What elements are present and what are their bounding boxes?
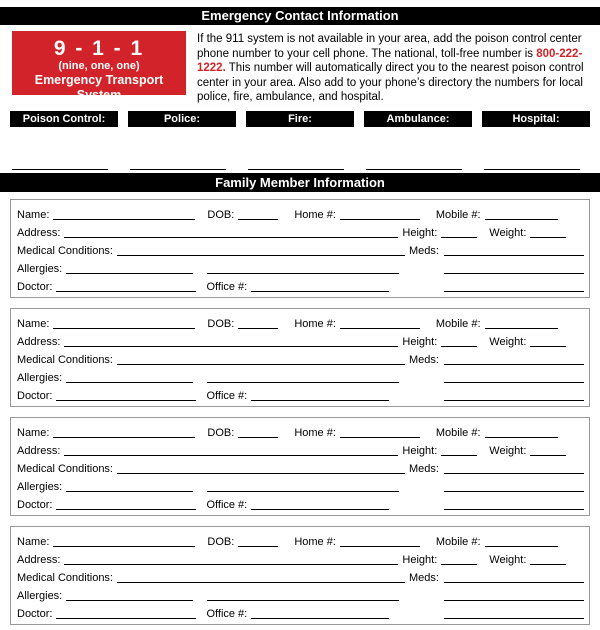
instructions-text-before: If the 911 system is not available in your area, add the poison control center phone number to your cell phone. The national, toll-free number is — [197, 33, 582, 60]
home-phone-label: Home #: — [294, 317, 336, 330]
meds-label: Meds: — [409, 353, 439, 366]
medical-conditions-fill-line[interactable] — [117, 473, 405, 474]
family-member-card — [10, 199, 590, 298]
dob-label: DOB: — [207, 426, 235, 439]
home-phone-label: Home #: — [294, 535, 336, 548]
doctor-fill-line[interactable] — [56, 400, 196, 401]
ambulance-fill-line[interactable] — [366, 169, 462, 170]
contact-label-poison-control: Poison Control: — [10, 111, 118, 127]
height-label: Height: — [402, 226, 438, 239]
contact-label-police: Police: — [128, 111, 236, 127]
weight-label: Weight: — [489, 335, 527, 348]
fire-fill-line[interactable] — [248, 169, 344, 170]
member-row-address — [17, 549, 584, 567]
address-label: Address: — [17, 553, 61, 566]
member-row-address — [17, 440, 584, 458]
member-row-address — [17, 222, 584, 240]
allergies-fill-line[interactable] — [66, 600, 193, 601]
poison-control-instructions — [197, 31, 590, 105]
address-fill-line[interactable] — [64, 455, 398, 456]
allergies-extra-fill-line[interactable] — [207, 382, 399, 383]
name-label: Name: — [17, 535, 50, 548]
medical-conditions-fill-line[interactable] — [117, 255, 405, 256]
meds-fill-line[interactable] — [444, 582, 584, 583]
meds-fill-line[interactable] — [444, 255, 584, 256]
meds-extra-fill-line-1[interactable] — [444, 273, 584, 274]
member-row-allergies — [17, 585, 584, 603]
member-row-medical — [17, 458, 584, 476]
mobile-phone-label: Mobile #: — [435, 317, 481, 330]
hospital-fill-line[interactable] — [484, 169, 580, 170]
height-label: Height: — [402, 335, 438, 348]
member-row-doctor — [17, 603, 584, 621]
doctor-label: Doctor: — [17, 498, 53, 511]
meds-extra-fill-line-2[interactable] — [444, 400, 584, 401]
office-phone-fill-line[interactable] — [251, 291, 389, 292]
meds-fill-line[interactable] — [444, 473, 584, 474]
member-row-doctor — [17, 385, 584, 403]
poison-control-phone-number: 800-222-1222. — [197, 47, 583, 75]
member-row-medical — [17, 567, 584, 585]
medical-conditions-label: Medical Conditions: — [17, 353, 113, 366]
weight-fill-line[interactable] — [530, 455, 566, 456]
address-label: Address: — [17, 335, 61, 348]
member-row-doctor — [17, 276, 584, 294]
contact-label-fire: Fire: — [246, 111, 354, 127]
office-phone-label: Office #: — [206, 389, 248, 402]
member-row-address — [17, 331, 584, 349]
office-phone-label: Office #: — [206, 280, 248, 293]
mobile-phone-fill-line[interactable] — [485, 328, 558, 329]
height-fill-line[interactable] — [441, 455, 477, 456]
member-row-medical — [17, 240, 584, 258]
doctor-fill-line[interactable] — [56, 291, 196, 292]
height-label: Height: — [402, 444, 438, 457]
name-fill-line[interactable] — [53, 219, 195, 220]
meds-extra-fill-line-1[interactable] — [444, 491, 584, 492]
doctor-label: Doctor: — [17, 389, 53, 402]
home-phone-fill-line[interactable] — [340, 546, 420, 547]
member-row-identity — [17, 422, 584, 440]
address-fill-line[interactable] — [64, 564, 398, 565]
contact-labels-row — [10, 111, 590, 127]
member-row-identity — [17, 531, 584, 549]
dob-fill-line[interactable] — [238, 546, 278, 547]
name-label: Name: — [17, 208, 50, 221]
meds-extra-fill-line-1[interactable] — [444, 382, 584, 383]
member-row-allergies — [17, 367, 584, 385]
address-fill-line[interactable] — [64, 237, 398, 238]
weight-fill-line[interactable] — [530, 346, 566, 347]
medical-conditions-fill-line[interactable] — [117, 364, 405, 365]
allergies-extra-fill-line[interactable] — [207, 273, 399, 274]
home-phone-fill-line[interactable] — [340, 437, 420, 438]
family-members — [10, 199, 590, 625]
contact-fill-lines-row — [10, 157, 590, 158]
meds-extra-fill-line-1[interactable] — [444, 600, 584, 601]
member-row-identity — [17, 204, 584, 222]
badge-number-words: (nine, one, one) — [58, 60, 140, 72]
member-row-allergies — [17, 258, 584, 276]
dob-label: DOB: — [207, 317, 235, 330]
dob-label: DOB: — [207, 535, 235, 548]
badge-caption: Emergency Transport System — [34, 73, 164, 102]
allergies-label: Allergies: — [17, 371, 63, 384]
office-phone-label: Office #: — [206, 607, 248, 620]
medical-conditions-fill-line[interactable] — [117, 582, 405, 583]
meds-label: Meds: — [409, 244, 439, 257]
address-label: Address: — [17, 444, 61, 457]
address-label: Address: — [17, 226, 61, 239]
emergency-911-badge — [12, 31, 186, 102]
home-phone-fill-line[interactable] — [340, 219, 420, 220]
doctor-fill-line[interactable] — [56, 618, 196, 619]
meds-extra-fill-line-2[interactable] — [444, 291, 584, 292]
height-fill-line[interactable] — [441, 564, 477, 565]
weight-label: Weight: — [489, 226, 527, 239]
name-fill-line[interactable] — [53, 546, 195, 547]
contact-label-hospital: Hospital: — [482, 111, 590, 127]
poison-control-fill-line[interactable] — [12, 169, 108, 170]
family-member-card — [10, 526, 590, 625]
weight-fill-line[interactable] — [530, 564, 566, 565]
medical-conditions-label: Medical Conditions: — [17, 244, 113, 257]
member-row-doctor — [17, 494, 584, 512]
meds-extra-fill-line-2[interactable] — [444, 618, 584, 619]
home-phone-label: Home #: — [294, 208, 336, 221]
office-phone-label: Office #: — [206, 498, 248, 511]
member-row-medical — [17, 349, 584, 367]
doctor-fill-line[interactable] — [56, 509, 196, 510]
badge-number: 9 - 1 - 1 — [53, 37, 145, 60]
doctor-label: Doctor: — [17, 280, 53, 293]
weight-label: Weight: — [489, 553, 527, 566]
meds-label: Meds: — [409, 571, 439, 584]
home-phone-fill-line[interactable] — [340, 328, 420, 329]
office-phone-fill-line[interactable] — [251, 509, 389, 510]
family-section-title: Family Member Information — [0, 173, 600, 192]
allergies-label: Allergies: — [17, 262, 63, 275]
home-phone-label: Home #: — [294, 426, 336, 439]
name-fill-line[interactable] — [53, 328, 195, 329]
dob-label: DOB: — [207, 208, 235, 221]
meds-label: Meds: — [409, 462, 439, 475]
instructions-text-after: This number will automatically direct you to the nearest poison control center in your area. Also add to your phone’s directory the numbers for local police, fire, ambulance, and hospital. — [197, 62, 584, 104]
dob-fill-line[interactable] — [238, 219, 278, 220]
allergies-label: Allergies: — [17, 480, 63, 493]
weight-label: Weight: — [489, 444, 527, 457]
allergies-extra-fill-line[interactable] — [207, 600, 399, 601]
name-label: Name: — [17, 317, 50, 330]
office-phone-fill-line[interactable] — [251, 618, 389, 619]
meds-fill-line[interactable] — [444, 364, 584, 365]
allergies-fill-line[interactable] — [66, 382, 193, 383]
mobile-phone-label: Mobile #: — [435, 426, 481, 439]
allergies-fill-line[interactable] — [66, 273, 193, 274]
meds-extra-fill-line-2[interactable] — [444, 509, 584, 510]
name-label: Name: — [17, 426, 50, 439]
member-row-identity — [17, 313, 584, 331]
height-fill-line[interactable] — [441, 346, 477, 347]
mobile-phone-fill-line[interactable] — [485, 437, 558, 438]
mobile-phone-label: Mobile #: — [435, 535, 481, 548]
mobile-phone-fill-line[interactable] — [485, 546, 558, 547]
allergies-label: Allergies: — [17, 589, 63, 602]
page-title: Emergency Contact Information — [0, 7, 600, 25]
police-fill-line[interactable] — [130, 169, 226, 170]
medical-conditions-label: Medical Conditions: — [17, 571, 113, 584]
allergies-extra-fill-line[interactable] — [207, 491, 399, 492]
contact-label-ambulance: Ambulance: — [364, 111, 472, 127]
medical-conditions-label: Medical Conditions: — [17, 462, 113, 475]
allergies-fill-line[interactable] — [66, 491, 193, 492]
doctor-label: Doctor: — [17, 607, 53, 620]
family-member-card — [10, 417, 590, 516]
height-fill-line[interactable] — [441, 237, 477, 238]
dob-fill-line[interactable] — [238, 328, 278, 329]
emergency-info-section — [12, 31, 590, 105]
mobile-phone-fill-line[interactable] — [485, 219, 558, 220]
address-fill-line[interactable] — [64, 346, 398, 347]
name-fill-line[interactable] — [53, 437, 195, 438]
family-member-card — [10, 308, 590, 407]
member-row-allergies — [17, 476, 584, 494]
mobile-phone-label: Mobile #: — [435, 208, 481, 221]
height-label: Height: — [402, 553, 438, 566]
office-phone-fill-line[interactable] — [251, 400, 389, 401]
dob-fill-line[interactable] — [238, 437, 278, 438]
weight-fill-line[interactable] — [530, 237, 566, 238]
